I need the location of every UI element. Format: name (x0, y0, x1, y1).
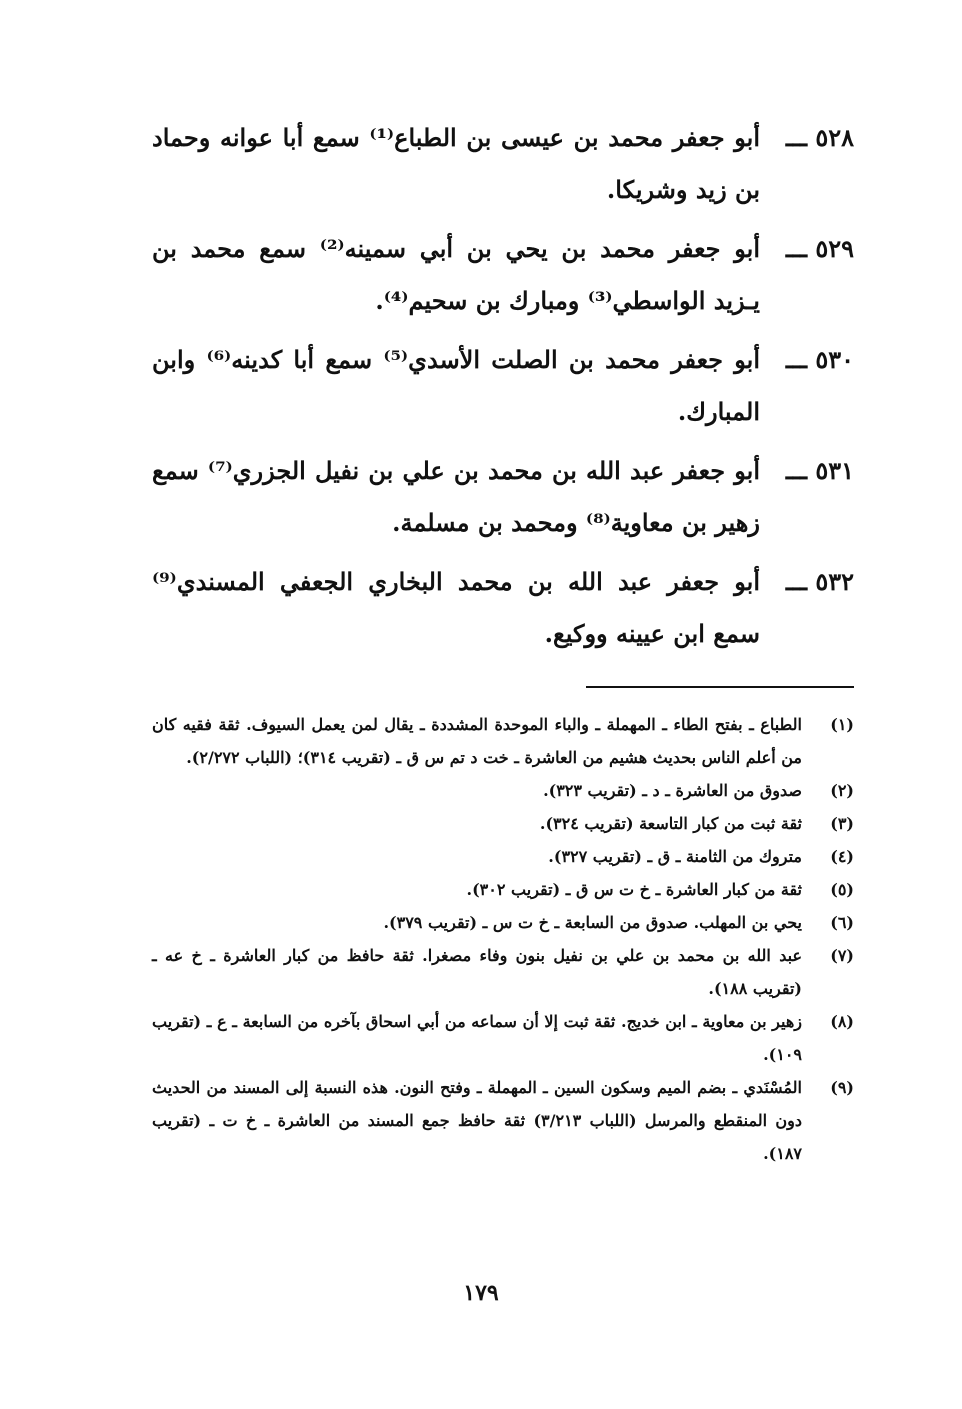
footnote-number: (٣) (830, 814, 854, 833)
entry-528 (152, 112, 854, 216)
footnote-7 (152, 939, 854, 1005)
footnote-4 (152, 840, 854, 873)
footnote-text: متروك من الثامنة ـ ق ـ (تقريب ٣٢٧). (548, 847, 802, 866)
footnote-text: زهير بن معاوية ـ ابن خديج. ثقة ثبت إلا أن سماعه من أبي اسحاق بآخره من السابعة ـ ع ـ (تقريب ١٠٩). (152, 1012, 802, 1064)
footnote-number: (٤) (830, 847, 854, 866)
entry-text: أبو جعفر محمد بن يحي بن أبي سمينه⁽²⁾ سمع محمد بن يـزيد الواسطي⁽³⁾ ومبارك بن سحيم⁽⁴⁾. (152, 234, 760, 315)
footnote-number: (٧) (830, 946, 854, 965)
entry-number: ٥٢٩ ـــ (785, 234, 854, 263)
footnote-text: ثقة من كبار العاشرة ـ خ ت س ق ـ (تقريب ٣٠٢). (466, 880, 802, 899)
footnote-6 (152, 906, 854, 939)
page-number: ١٧٩ (463, 1280, 499, 1306)
entry-532 (152, 556, 854, 660)
footnote-5 (152, 873, 854, 906)
footnote-text: ثقة ثبت من كبار التاسعة (تقريب ٣٢٤). (539, 814, 802, 833)
entry-text: أبو جعفر محمد بن الصلت الأسدي⁽⁵⁾ سمع أبا كدينه⁽⁶⁾ وابن المبارك. (152, 345, 761, 426)
footnote-text: الطباع ـ بفتح الطاء ـ المهملة ـ والباء الموحدة المشددة ـ يقال لمن يعمل السيوف. ثقة فقيه كان من أعلم الناس بحديث هشيم من العاشرة ـ خت د تم س ق ـ (تقريب ٣١٤)؛ (اللباب ٢/٢٧٢). (152, 715, 802, 767)
footnote-text: صدوق من العاشرة ـ د ـ (تقريب ٣٢٣). (543, 781, 802, 800)
footnote-number: (٩) (830, 1078, 854, 1097)
footnote-number: (٢) (830, 781, 854, 800)
footnote-9 (152, 1071, 854, 1170)
footnote-number: (٥) (830, 880, 854, 899)
footnote-3 (152, 807, 854, 840)
footnote-number: (١) (830, 715, 854, 734)
entry-number: ٥٣١ ـــ (785, 456, 854, 485)
footnote-2 (152, 774, 854, 807)
footnote-number: (٦) (830, 913, 854, 932)
footnote-number: (٨) (830, 1012, 854, 1031)
entry-text: أبو جعفر محمد بن عيسى بن الطباع⁽¹⁾ سمع أبا عوانه وحماد بن زيد وشريكا. (152, 123, 760, 204)
entry-number: ٥٢٨ ـــ (785, 123, 854, 152)
footnote-8 (152, 1005, 854, 1071)
entry-text: أبو جعفر عبد الله بن محمد البخاري الجعفي المسندي⁽⁹⁾ سمع ابن عيينه ووكيع. (152, 567, 760, 648)
footnote-divider (586, 686, 854, 688)
biography-entries (152, 112, 854, 667)
entry-530 (152, 334, 854, 438)
footnote-text: عبد الله بن محمد بن علي بن نفيل بنون وفاء مصغرا. ثقة حافظ من كبار العاشرة ـ خ عه ـ (تقريب ١٨٨). (152, 946, 802, 998)
footnote-1 (152, 708, 854, 774)
footnote-text: المُسْنَدي ـ بضم الميم وسكون السين ـ المهملة ـ وفتح النون. هذه النسبة إلى المسند من الحديث دون المنقطع والمرسل (اللباب ٣/٢١٣) ثقة حافظ جمع المسند من العاشرة ـ خ ت ـ (تقريب ١٨٧). (152, 1078, 803, 1163)
entry-text: أبو جعفر عبد الله بن محمد بن علي بن نفيل الجزري⁽⁷⁾ سمع زهير بن معاوية⁽⁸⁾ ومحمد بن مسلمة. (152, 456, 760, 537)
entry-number: ٥٣٠ ـــ (785, 345, 854, 374)
footnote-text: يحي بن المهلب. صدوق من السابعة ـ خ ت س ـ (تقريب ٣٧٩). (383, 913, 802, 932)
footnotes (152, 708, 854, 1170)
entry-529 (152, 223, 854, 327)
entry-number: ٥٣٢ ـــ (785, 567, 854, 596)
entry-531 (152, 445, 854, 549)
